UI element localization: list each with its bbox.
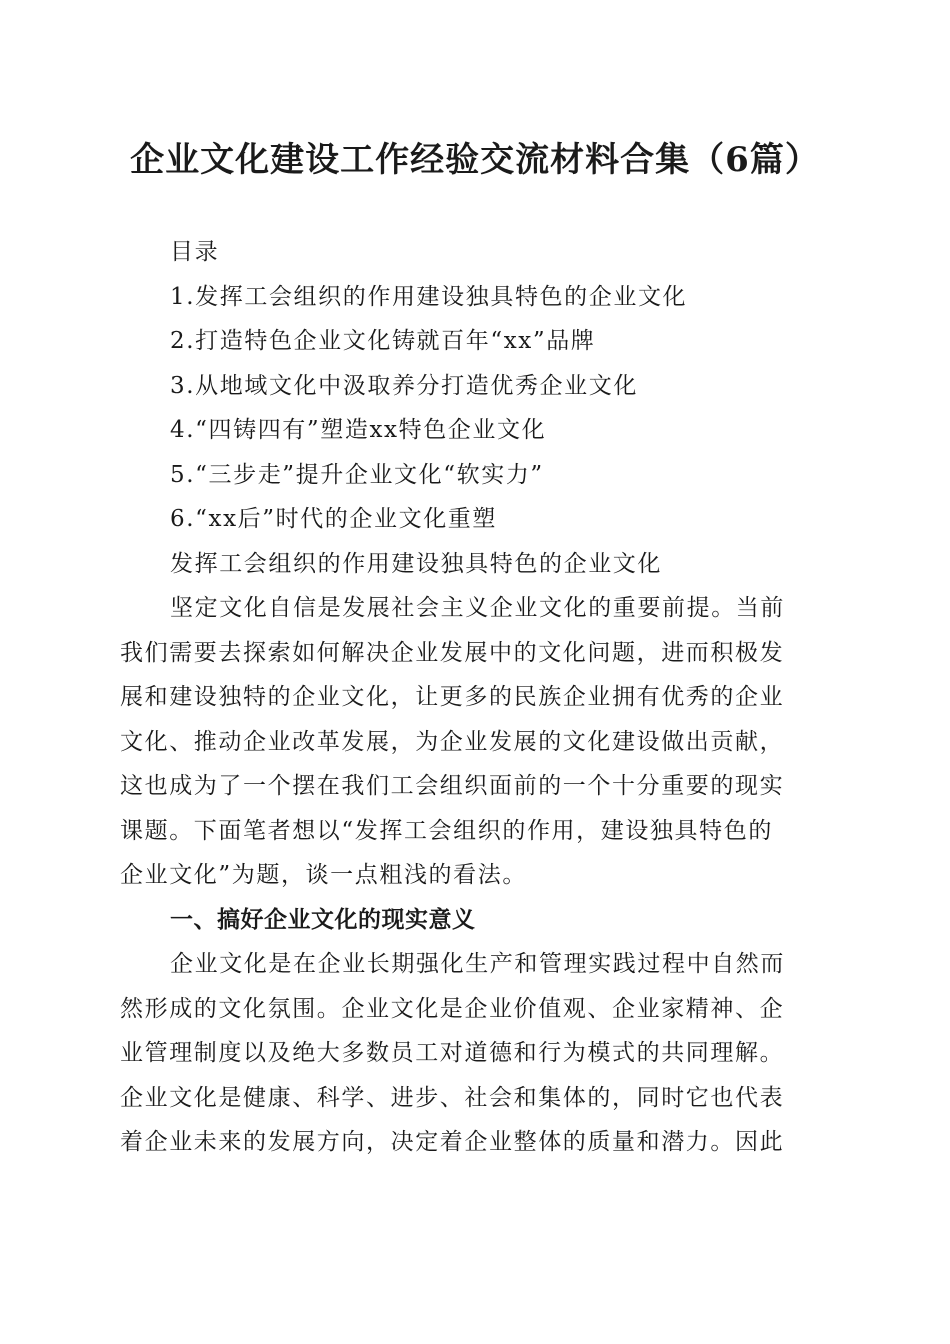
toc-item: 5.“三步走”提升企业文化“软实力”	[170, 461, 544, 488]
toc-item: 6.“xx后”时代的企业文化重塑	[170, 506, 498, 532]
paragraph-line: 企业文化”为题，谈一点粗浅的看法。	[120, 862, 527, 888]
toc-item: 4.“四铸四有”塑造xx特色企业文化	[170, 417, 547, 443]
document-title: 企业文化建设工作经验交流材料合集（6篇）	[130, 140, 820, 180]
paragraph-line: 展和建设独特的企业文化，让更多的民族企业拥有优秀的企业	[120, 684, 785, 710]
paragraph-line: 企业文化是在企业长期强化生产和管理实践过程中自然而	[170, 951, 785, 977]
paragraph-line: 然形成的文化氛围。企业文化是企业价值观、企业家精神、企	[120, 995, 785, 1022]
toc-item: 3.从地域文化中汲取养分打造优秀企业文化	[170, 372, 638, 399]
paragraph-line: 企业文化是健康、科学、进步、社会和集体的，同时它也代表	[120, 1084, 785, 1111]
toc-heading: 目录	[170, 239, 220, 265]
paragraph-line: 业管理制度以及绝大多数员工对道德和行为模式的共同理解。	[120, 1040, 785, 1066]
paragraph-line: 着企业未来的发展方向，决定着企业整体的质量和潜力。因此	[120, 1129, 785, 1155]
paragraph-line: 这也成为了一个摆在我们工会组织面前的一个十分重要的现实	[120, 773, 785, 799]
paragraph-line: 我们需要去探索如何解决企业发展中的文化问题，进而积极发	[120, 639, 785, 666]
toc-item: 1.发挥工会组织的作用建设独具特色的企业文化	[170, 283, 688, 310]
paragraph-line: 课题。下面笔者想以“发挥工会组织的作用，建设独具特色的	[120, 817, 773, 844]
toc-item: 2.打造特色企业文化铸就百年“xx”品牌	[170, 328, 596, 354]
section-heading-one: 一、搞好企业文化的现实意义	[170, 906, 476, 933]
section-title: 发挥工会组织的作用建设独具特色的企业文化	[170, 550, 662, 577]
paragraph-line: 文化、推动企业改革发展，为企业发展的文化建设做出贡献，	[120, 728, 785, 755]
paragraph-line: 坚定文化自信是发展社会主义企业文化的重要前提。当前	[170, 595, 785, 621]
document-body	[120, 230, 830, 1165]
